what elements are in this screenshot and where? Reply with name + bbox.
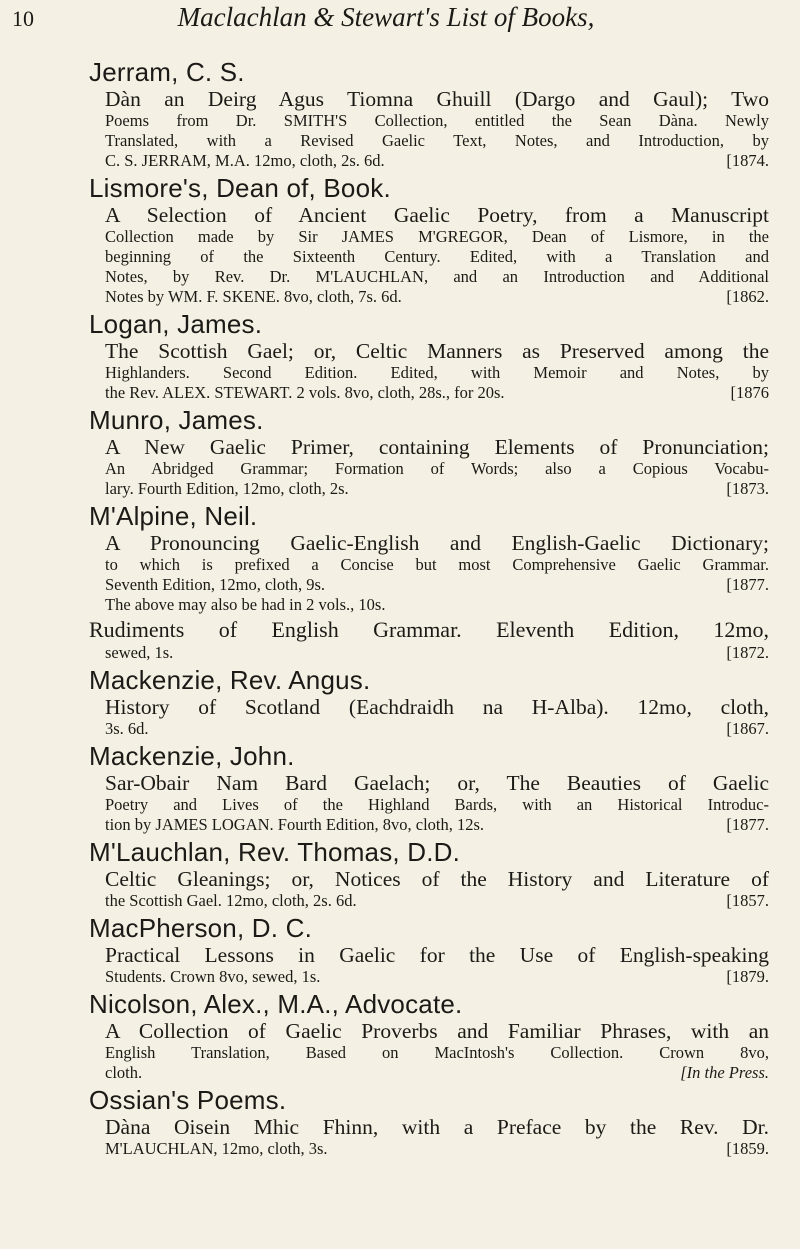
entry-description-line: An Abridged Grammar; Formation of Words; also a Copious Vocabu- [105,459,769,478]
entry-description-line: Translated, with a Revised Gaelic Text, Notes, and Introduction, by [105,131,769,150]
entry-imprint [89,815,769,835]
entry-date: [1859. [726,1139,769,1158]
book-entry [89,501,769,615]
book-entry [89,309,769,403]
entry-title: Sar-Obair Nam Bard Gaelach; or, The Beauties of Gaelic [105,771,769,795]
entry-author: MacPherson, D. C. [89,913,313,943]
entry-date: [1877. [726,575,769,594]
entry-date: [1872. [726,643,769,662]
entry-date: [1876 [730,383,769,402]
entry-author: M'Lauchlan, Rev. Thomas, D.D. [89,837,461,867]
entry-description-line: Poetry and Lives of the Highland Bards, with an Historical Introduc- [105,795,769,814]
entry-imprint-text: C. S. JERRAM, M.A. 12mo, cloth, 2s. 6d. [105,151,385,170]
entry-imprint-text: Notes by WM. F. SKENE. 8vo, cloth, 7s. 6d. [105,287,402,306]
entry-title: History of Scotland (Eachdraidh na H-Alba). 12mo, cloth, [105,695,769,719]
running-head [12,2,760,34]
running-title: Maclachlan & Stewart's List of Books, [177,2,595,32]
page-number: 10 [12,6,34,31]
entry-title: A Pronouncing Gaelic-English and English-Gaelic Dictionary; [105,531,769,555]
entry-imprint-text: lary. Fourth Edition, 12mo, cloth, 2s. [105,479,349,498]
entry-title: Rudiments of English Grammar. Eleventh Edition, 12mo, [89,617,769,642]
entry-date: [1877. [726,815,769,834]
entry-imprint-text: Seventh Edition, 12mo, cloth, 9s. [105,575,325,594]
entry-imprint-text: the Scottish Gael. 12mo, cloth, 2s. 6d. [105,891,357,910]
entry-author: Munro, James. [89,405,264,435]
entry-imprint [89,891,769,911]
entry-imprint-text: tion by JAMES LOGAN. Fourth Edition, 8vo, cloth, 12s. [105,815,485,834]
entry-date: [1879. [726,967,769,986]
entry-title: A Selection of Ancient Gaelic Poetry, from a Manuscript [105,203,769,227]
entry-title: The Scottish Gael; or, Celtic Manners as Preserved among the [105,339,769,363]
entry-imprint [89,479,769,499]
entry-imprint-text: Students. Crown 8vo, sewed, 1s. [105,967,321,986]
entry-author: Mackenzie, John. [89,741,295,771]
entry-imprint-text: cloth. [105,1063,143,1082]
book-entry [89,617,769,663]
entry-date: [In the Press. [680,1063,769,1082]
entry-imprint [89,383,769,403]
book-list [89,57,769,1159]
entry-imprint [89,1139,769,1159]
entry-date: [1873. [726,479,769,498]
entry-description-line: Notes, by Rev. Dr. M'LAUCHLAN, and an Introduction and Additional [105,267,769,286]
entry-author: M'Alpine, Neil. [89,501,258,531]
entry-imprint-text: 3s. 6d. [105,719,149,738]
entry-date: [1862. [726,287,769,306]
entry-author: Nicolson, Alex., M.A., Advocate. [89,989,463,1019]
book-entry [89,989,769,1083]
entry-title: A Collection of Gaelic Proverbs and Familiar Phrases, with an [105,1019,769,1043]
entry-imprint-text: sewed, 1s. [105,643,174,662]
entry-imprint [89,151,769,171]
entry-imprint [89,643,769,663]
entry-imprint-text: the Rev. ALEX. STEWART. 2 vols. 8vo, cloth, 28s., for 20s. [105,383,505,402]
entry-author: Ossian's Poems. [89,1085,287,1115]
entry-date: [1857. [726,891,769,910]
book-entry [89,57,769,171]
entry-note-text: The above may also be had in 2 vols., 10s. [105,595,386,614]
book-entry [89,173,769,307]
entry-description-line: beginning of the Sixteenth Century. Edited, with a Translation and [105,247,769,266]
entry-note [89,595,769,615]
book-entry [89,837,769,911]
entry-description-line: Collection made by Sir JAMES M'GREGOR, Dean of Lismore, in the [105,227,769,246]
entry-date: [1874. [726,151,769,170]
book-entry [89,913,769,987]
entry-description-line: to which is prefixed a Concise but most Comprehensive Gaelic Grammar. [105,555,769,574]
entry-imprint-text: M'LAUCHLAN, 12mo, cloth, 3s. [105,1139,328,1158]
entry-author: Jerram, C. S. [89,57,245,87]
entry-imprint [89,967,769,987]
entry-description-line: Poems from Dr. SMITH'S Collection, entitled the Sean Dàna. Newly [105,111,769,130]
book-entry [89,741,769,835]
book-entry [89,1085,769,1159]
entry-imprint [89,1063,769,1083]
entry-imprint [89,287,769,307]
entry-description-line: English Translation, Based on MacIntosh's Collection. Crown 8vo, [105,1043,769,1062]
book-entry [89,405,769,499]
entry-author: Mackenzie, Rev. Angus. [89,665,371,695]
entry-description-line: Highlanders. Second Edition. Edited, with Memoir and Notes, by [105,363,769,382]
book-entry [89,665,769,739]
entry-imprint [89,719,769,739]
entry-title: Dàna Oisein Mhic Fhinn, with a Preface by the Rev. Dr. [105,1115,769,1139]
entry-title: A New Gaelic Primer, containing Elements of Pronunciation; [105,435,769,459]
entry-title: Practical Lessons in Gaelic for the Use of English-speaking [105,943,769,967]
entry-author: Logan, James. [89,309,263,339]
entry-date: [1867. [726,719,769,738]
entry-author: Lismore's, Dean of, Book. [89,173,391,203]
entry-title: Celtic Gleanings; or, Notices of the History and Literature of [105,867,769,891]
entry-imprint [89,575,769,595]
entry-title: Dàn an Deirg Agus Tiomna Ghuill (Dargo and Gaul); Two [105,87,769,111]
